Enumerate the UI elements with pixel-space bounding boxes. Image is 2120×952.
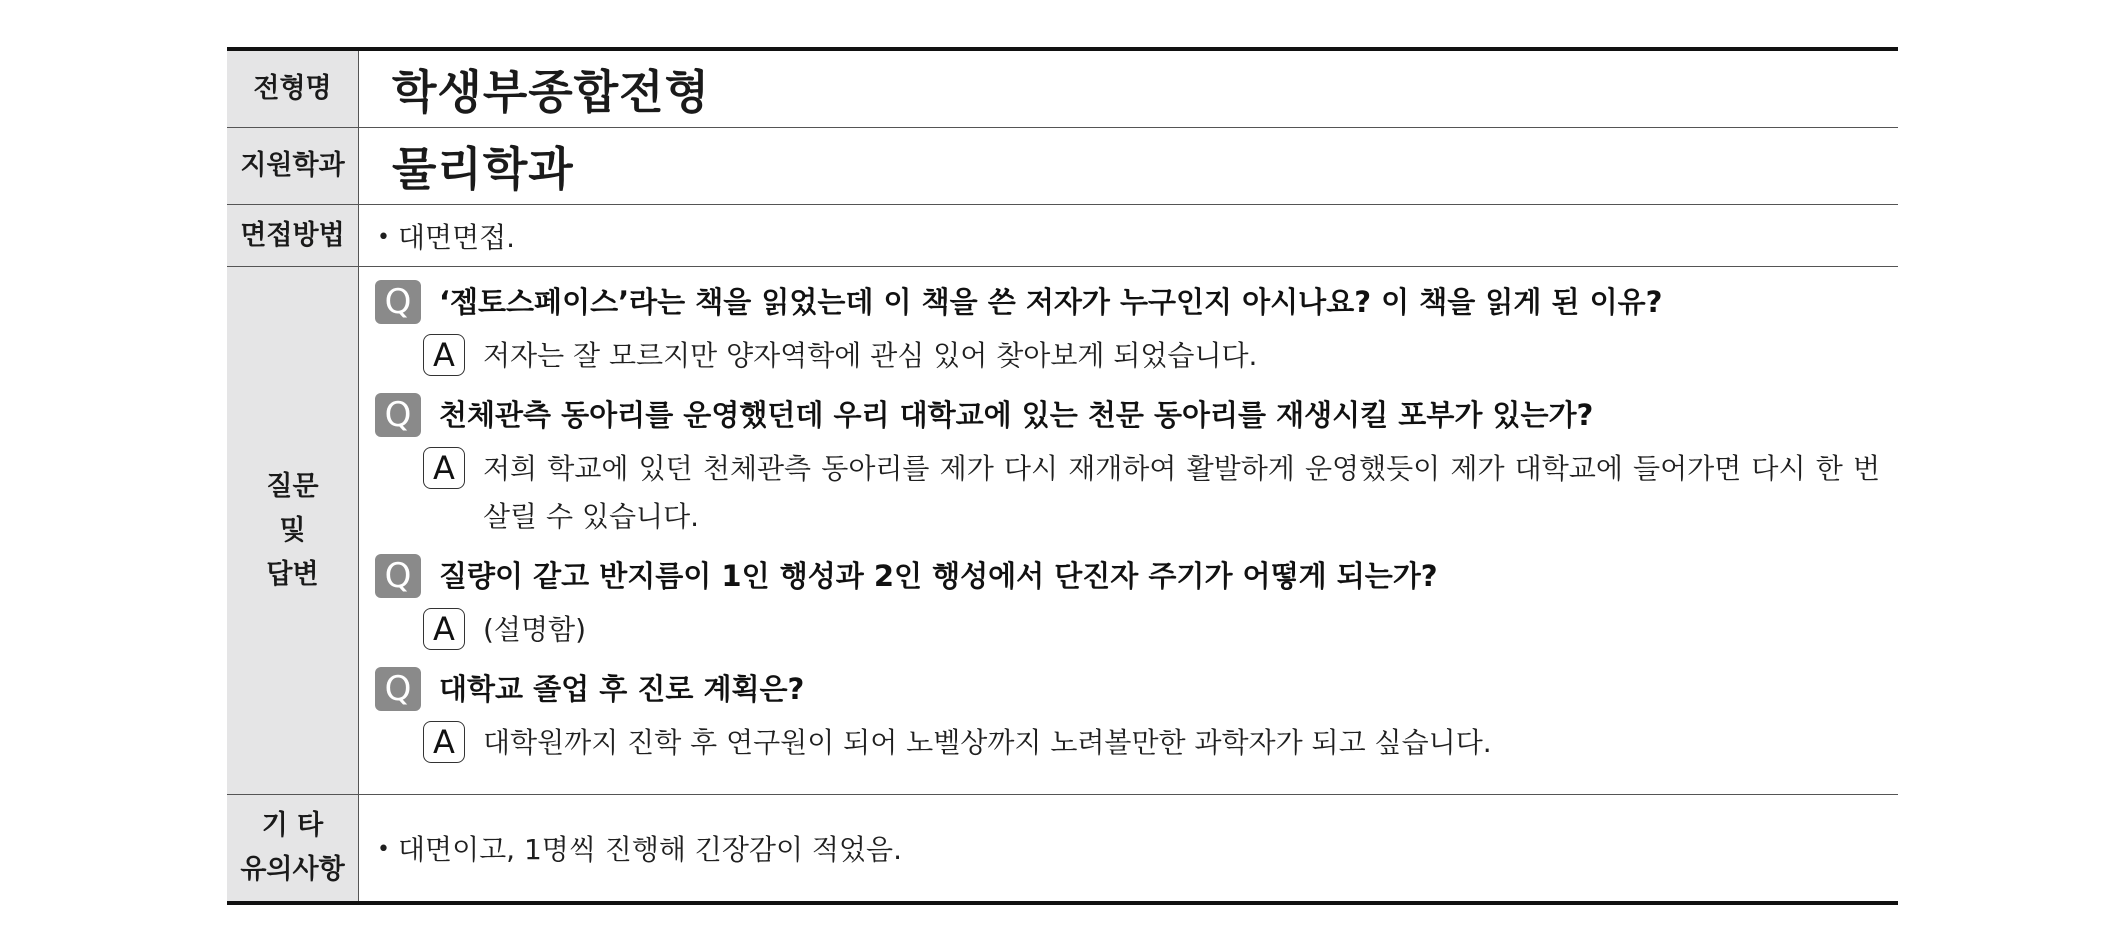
admission-label: 전형명: [227, 51, 359, 127]
answer-badge-icon: A: [423, 447, 465, 489]
answer-badge-icon: A: [423, 721, 465, 763]
qa-cell: [359, 267, 1898, 794]
answer-badge-icon: A: [423, 334, 465, 376]
notes-value: 대면이고, 1명씩 진행해 긴장감이 적었음.: [397, 833, 902, 866]
answer-text: (설명함): [483, 613, 586, 646]
qa-label-line: 답변: [266, 558, 319, 590]
department-row: [227, 128, 1898, 205]
qa-label-line: 질문: [266, 470, 319, 502]
question-text: 질량이 같고 반지름이 1인 행성과 2인 행성에서 단진자 주기가 어떻게 되는가?: [439, 559, 1438, 593]
question-badge-icon: Q: [375, 667, 421, 711]
question-text: 대학교 졸업 후 진로 계획은?: [439, 672, 805, 706]
bullet-icon: •: [377, 837, 390, 862]
question-item: [375, 280, 1880, 324]
answer-text: 저희 학교에 있던 천체관측 동아리를 제가 다시 재개하여 활발하게 운영했듯이 제가 대학교에 들어가면 다시 한 번 살릴 수 있습니다.: [483, 452, 1880, 533]
notes-row: [227, 795, 1898, 901]
admission-value: 학생부종합전형: [392, 65, 711, 119]
department-value: 물리학과: [392, 142, 574, 196]
question-item: [375, 393, 1880, 437]
answer-item: [423, 332, 1880, 380]
notes-label-line: 기 타: [261, 810, 324, 841]
method-label: 면접방법: [227, 205, 359, 266]
question-text: ‘젭토스페이스’라는 책을 읽었는데 이 책을 쓴 저자가 누구인지 아시나요? 이 책을 읽게 된 이유?: [439, 285, 1663, 319]
answer-item: [423, 719, 1880, 767]
qa-row: [227, 267, 1898, 795]
notes-label-line: 유의사항: [240, 854, 345, 885]
qa-label-line: 및: [279, 514, 306, 546]
answer-item: [423, 606, 1880, 654]
method-cell: [359, 205, 1898, 266]
department-cell: [359, 128, 1898, 204]
question-item: [375, 667, 1880, 711]
answer-badge-icon: A: [423, 608, 465, 650]
admission-cell: [359, 51, 1898, 127]
question-badge-icon: Q: [375, 280, 421, 324]
method-value: 대면면접.: [397, 220, 516, 254]
answer-item: [423, 445, 1880, 541]
notes-cell: [359, 795, 1898, 901]
question-text: 천체관측 동아리를 운영했던데 우리 대학교에 있는 천문 동아리를 재생시킬 포부가 있는가?: [439, 398, 1594, 432]
department-label: 지원학과: [227, 128, 359, 204]
question-item: [375, 554, 1880, 598]
answer-text: 대학원까지 진학 후 연구원이 되어 노벨상까지 노려볼만한 과학자가 되고 싶습니다.: [483, 726, 1492, 759]
qa-label: [227, 267, 359, 794]
method-row: [227, 205, 1898, 267]
admission-row: [227, 51, 1898, 128]
notes-label: [227, 795, 359, 901]
question-badge-icon: Q: [375, 393, 421, 437]
answer-text: 저자는 잘 모르지만 양자역학에 관심 있어 찾아보게 되었습니다.: [483, 339, 1258, 372]
question-badge-icon: Q: [375, 554, 421, 598]
bullet-icon: •: [377, 224, 390, 250]
interview-record-table: [227, 47, 1898, 905]
